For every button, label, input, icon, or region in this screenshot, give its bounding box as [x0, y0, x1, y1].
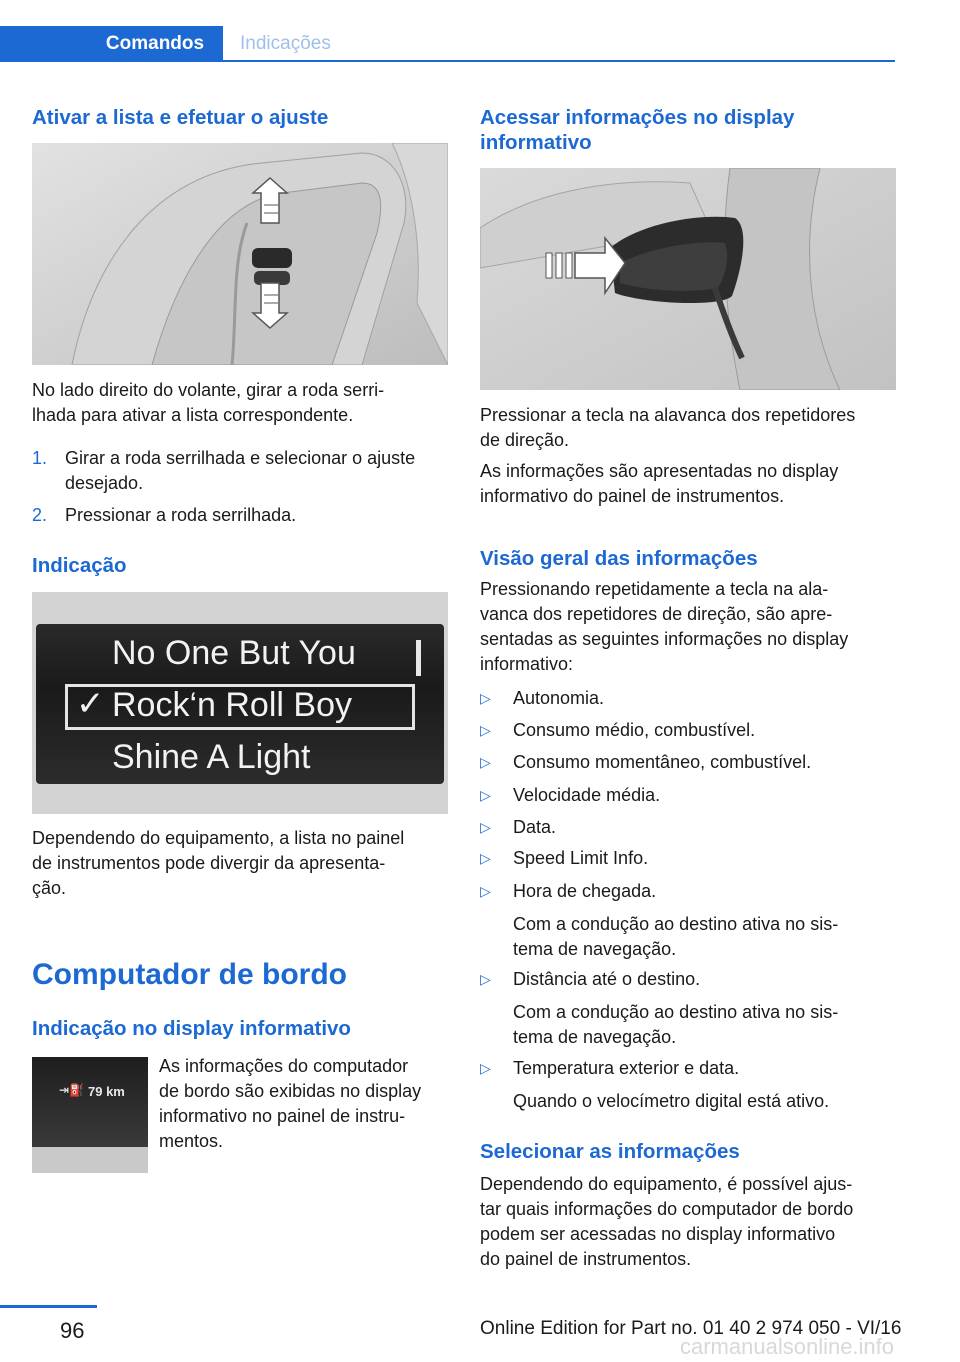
header-bar: [0, 26, 87, 62]
section-title-indicacao: Indicação: [32, 554, 127, 577]
text-line: As informações são apresentadas no display: [480, 461, 839, 481]
display-list-item: Shine A Light: [112, 738, 311, 776]
text-line: de instrumentos pode divergir da apresenta-: [32, 853, 386, 873]
range-display-illustration: [32, 1057, 148, 1173]
section-title-selecionar-informacoes: Selecionar as informações: [480, 1140, 740, 1163]
step-number: 1.: [32, 448, 48, 468]
list-item-subtext: tema de navegação.: [513, 1027, 677, 1047]
text-line: informativo:: [480, 654, 574, 674]
list-item-text: Hora de chegada.: [513, 881, 657, 901]
text-line: sentadas as seguintes informações no display: [480, 629, 849, 649]
display-list-item: No One But You: [112, 634, 356, 672]
paragraph-ativar-lista: [32, 378, 448, 428]
text-line: informativo no painel de instru-: [159, 1106, 406, 1126]
list-item-text: Consumo momentâneo, combustível.: [513, 752, 812, 772]
step-number: 2.: [32, 505, 48, 525]
triangle-bullet-icon: ▷: [480, 754, 491, 770]
title-line: informativo: [480, 131, 592, 154]
text-line: Pressionando repetidamente a tecla na ala-: [480, 579, 829, 599]
list-item-text: Distância até o destino.: [513, 969, 701, 989]
check-icon: ✓: [76, 685, 105, 723]
list-item-text: Autonomia.: [513, 688, 605, 708]
triangle-bullet-icon: ▷: [480, 787, 491, 803]
footer-divider: [0, 1305, 97, 1308]
text-line: As informações do computador: [159, 1056, 409, 1076]
triangle-bullet-icon: ▷: [480, 690, 491, 706]
list-item-text: Velocidade média.: [513, 785, 661, 805]
text-line: tar quais informações do computador de bordo: [480, 1199, 854, 1219]
text-line: de direção.: [480, 430, 570, 450]
fuel-pump-icon: ⇥⛽: [59, 1083, 84, 1097]
list-item-text: Data.: [513, 817, 557, 837]
list-item-subtext: Com a condução ao destino ativa no sis-: [513, 1002, 839, 1022]
scrollbar-indicator: [416, 640, 421, 676]
triangle-bullet-icon: ▷: [480, 850, 491, 866]
text-line: Dependendo do equipamento, é possível ajus-: [480, 1174, 853, 1194]
paragraph-pressionar-tecla: [480, 403, 896, 453]
triangle-bullet-icon: ▷: [480, 971, 491, 987]
triangle-bullet-icon: ▷: [480, 819, 491, 835]
paragraph-indicacao: [32, 826, 448, 901]
list-item-subtext: tema de navegação.: [513, 939, 677, 959]
triangle-bullet-icon: ▷: [480, 883, 491, 899]
text-line: mentos.: [159, 1131, 224, 1151]
paragraph-selecionar-informacoes: [480, 1172, 900, 1272]
watermark-label: carmanualsonline.info: [680, 1334, 895, 1359]
list-item-text: Speed Limit Info.: [513, 848, 649, 868]
paragraph-display-informativo: [159, 1054, 454, 1154]
list-item-subtext: Quando o velocímetro digital está ativo.: [513, 1091, 830, 1111]
range-value: 79 km: [88, 1084, 125, 1099]
step-item: [32, 503, 448, 528]
triangle-bullet-icon: ▷: [480, 722, 491, 738]
step-item: [32, 446, 448, 496]
text-line: do painel de instrumentos.: [480, 1249, 692, 1269]
paragraph-informacoes-apresentadas: [480, 459, 896, 509]
section-title-acessar-informacoes: [480, 105, 896, 155]
turn-signal-lever-illustration: [480, 168, 896, 390]
section-title-ativar-lista: Ativar a lista e efetuar o ajuste: [32, 106, 329, 129]
text-line: lhada para ativar a lista correspondente.: [32, 405, 354, 425]
text-line: Pressionar a tecla na alavanca dos repetidores: [480, 405, 856, 425]
step-text: desejado.: [65, 473, 144, 493]
list-item-text: Consumo médio, combustível.: [513, 720, 756, 740]
header-divider: [223, 60, 895, 62]
step-text: Pressionar a roda serrilhada.: [65, 505, 297, 525]
text-line: podem ser acessadas no display informativo: [480, 1224, 836, 1244]
page-number: 96: [60, 1318, 85, 1343]
range-display-screen: [32, 1057, 148, 1147]
text-line: No lado direito do volante, girar a roda serri-: [32, 380, 385, 400]
text-line: ção.: [32, 878, 67, 898]
section-title-display-informativo: Indicação no display informativo: [32, 1017, 351, 1040]
list-item-subtext: Com a condução ao destino ativa no sis-: [513, 914, 839, 934]
paragraph-visao-geral: [480, 577, 896, 677]
section-title-visao-geral: Visão geral das informações: [480, 547, 758, 570]
display-list-illustration: [32, 592, 448, 814]
chapter-title: Computador de bordo: [32, 958, 347, 991]
edition-text: Online Edition for Part no. 01 40 2 974 050 - VI/16: [480, 1318, 902, 1339]
step-text: Girar a roda serrilhada e selecionar o ajuste: [65, 448, 416, 468]
page-header: [0, 26, 895, 62]
text-line: informativo do painel de instrumentos.: [480, 486, 785, 506]
text-line: Dependendo do equipamento, a lista no painel: [32, 828, 405, 848]
triangle-bullet-icon: ▷: [480, 1060, 491, 1076]
title-line: Acessar informações no display: [480, 106, 795, 129]
text-line: vanca dos repetidores de direção, são apre-: [480, 604, 833, 624]
steering-wheel-illustration: [32, 143, 448, 365]
tab-indicacoes[interactable]: Indicações: [240, 33, 331, 54]
display-list-item: Rock‘n Roll Boy: [112, 686, 352, 724]
tab-comandos[interactable]: Comandos: [87, 26, 223, 62]
text-line: de bordo são exibidas no display: [159, 1081, 422, 1101]
list-item-text: Temperatura exterior e data.: [513, 1058, 740, 1078]
